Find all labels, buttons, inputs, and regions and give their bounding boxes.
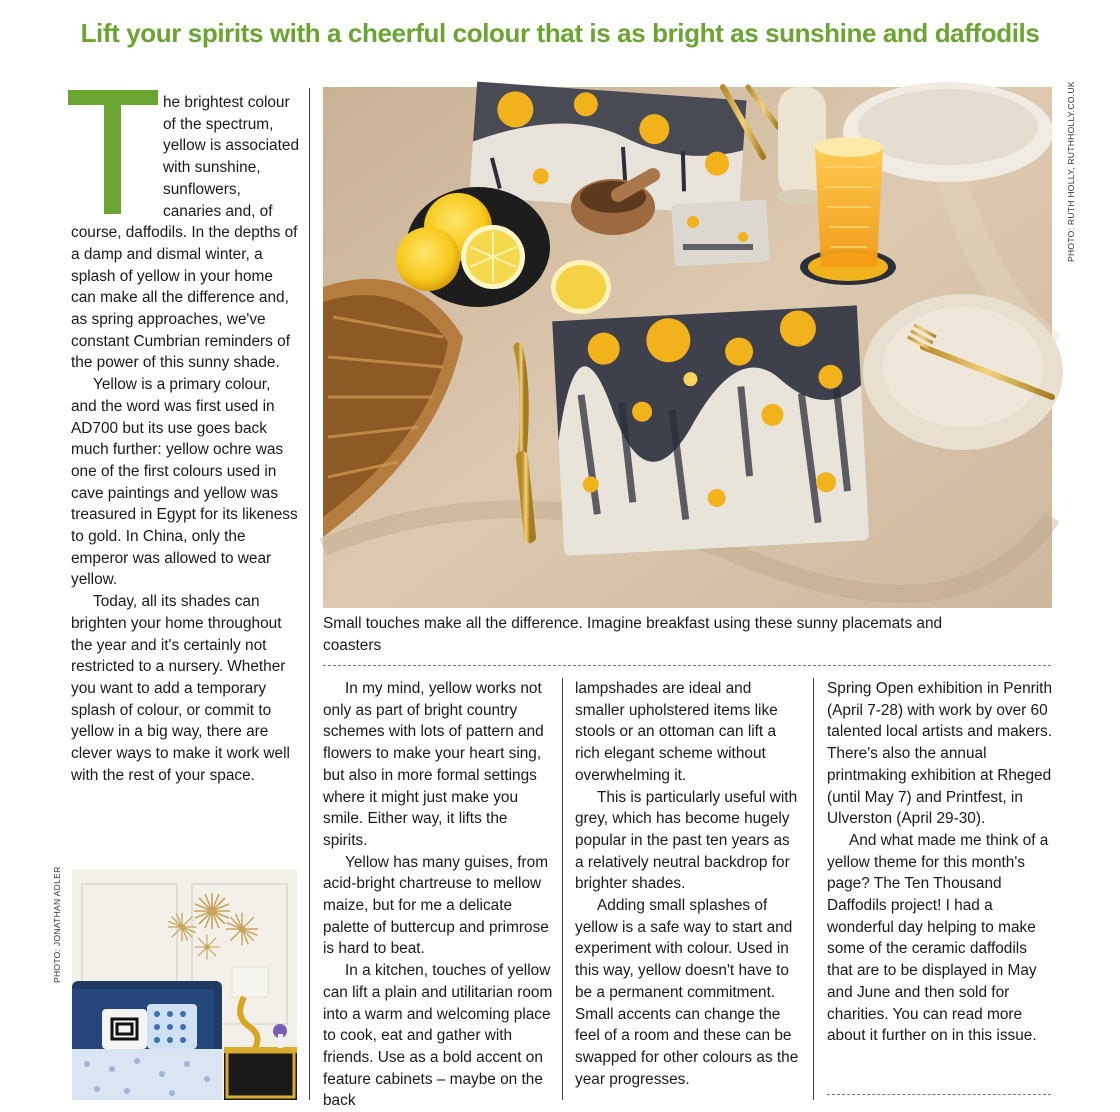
column-divider-left (309, 88, 310, 1100)
col1-paragraph-2: Yellow has many guises, from acid-bright chartreuse to mellow maize, but for me a delicate palette of buttercup and primrose is hard to beat. (323, 853, 549, 958)
left-paragraph-1: he brightest colour of the spectrum, yellow is associated with sunshine, sunflowers, canaries and, of course, daffodils. In the depths of a damp and dismal winter, a splash of yellow in your home can make all the difference and, as spring approaches, we've constant Cumbrian reminders of the power of this sunny shade. (71, 94, 300, 372)
column-divider-2 (813, 678, 814, 1100)
body-column-1 (323, 678, 553, 1110)
caption-divider (323, 665, 1051, 666)
column-divider-1 (562, 678, 563, 1100)
drop-cap-text: T (114, 160, 115, 161)
col2-paragraph-1: lampshades are ideal and smaller upholstered items like stools or an ottoman can lift a rich elegant scheme without overwhelming it. (575, 680, 778, 784)
left-text-column (71, 92, 299, 857)
bedroom-photo (72, 869, 297, 1100)
col2-paragraph-2: This is particularly useful with grey, which has become hugely popular in the past ten years as a relatively neutral backdrop for brighter shades. (575, 788, 798, 893)
left-paragraph-3: Today, all its shades can brighten your home throughout the year and it's certainly not restricted to a nursery. Whether you want to add a temporary splash of colour, or commit to yellow in a big way, there are clever ways to make it work well with the rest of your space. (71, 593, 290, 784)
drop-cap-letter (71, 90, 163, 220)
col1-paragraph-3: In a kitchen, touches of yellow can lift a plain and utilitarian room into a warm and welcoming place to cook, eat and gather with friends. Use as a bold accent on feature cabinets – maybe on the back (323, 962, 553, 1110)
left-paragraph-2: Yellow is a primary colour, and the word was first used in AD700 but its use goes back much further: yellow ochre was one of the first colours used in cave paintings and yellow was treasured in Egypt for its likeness to gold. In China, only the emperor was allowed to wear yellow. (71, 376, 298, 589)
main-photo-credit: PHOTO: RUTH HOLLY, RUTHHOLLY.CO.UK (1066, 81, 1076, 262)
side-photo-credit: PHOTO: JONATHAN ADLER (52, 866, 62, 983)
photo-caption: Small touches make all the difference. Imagine breakfast using these sunny placemats and coasters (323, 615, 943, 654)
page-headline: Lift your spirits with a cheerful colour that is as bright as sunshine and daffodils (80, 18, 1040, 48)
col3-paragraph-1: Spring Open exhibition in Penrith (April 7-28) with work by over 60 talented local artists and makers. There's also the annual printmaking exhibition at Rheged (until May 7) and Printfest, in Ulverston (April 29-30). (827, 680, 1053, 828)
breakfast-table-photo (323, 87, 1052, 608)
col2-paragraph-3: Adding small splashes of yellow is a safe way to start and experiment with colour. Used in this way, yellow doesn't have to be a permanent commitment. Small accents can change the feel of a room and these can be swapped for other colours as the year progresses. (575, 897, 799, 1088)
col1-paragraph-1: In my mind, yellow works not only as part of bright country schemes with lots of pattern and flowers to make your heart sing, but also in more formal settings where it might just make you smile. Either way, it lifts the spirits. (323, 680, 544, 849)
end-divider (827, 1094, 1051, 1095)
body-column-3 (827, 678, 1055, 1058)
col3-paragraph-2: And what made me think of a yellow theme for this month's page? The Ten Thousand Daffodils project! I had a wonderful day helping to make some of the ceramic daffodils that are to be displayed in May and June and then sold for charities. You can read more about it further on in this issue. (827, 831, 1049, 1045)
body-column-2 (575, 678, 801, 1100)
